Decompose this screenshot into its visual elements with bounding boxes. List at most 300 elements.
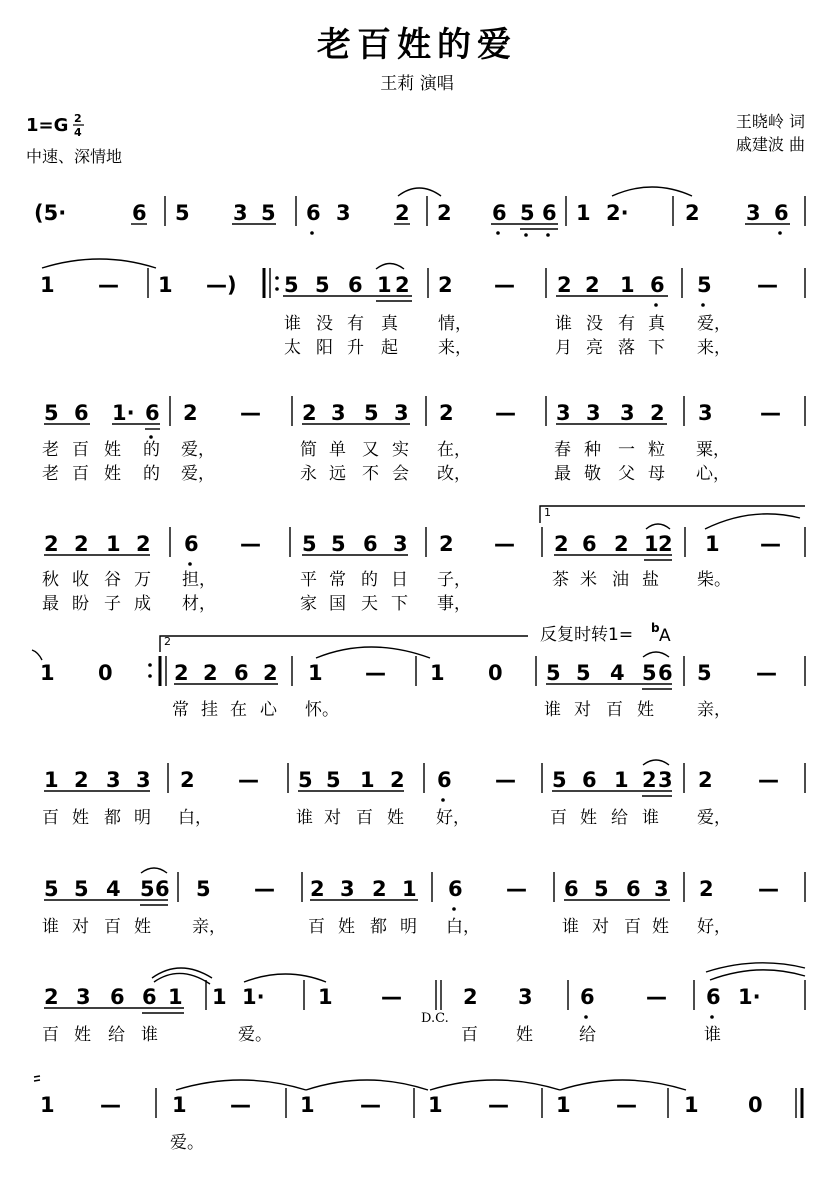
svg-text:5: 5	[520, 201, 535, 225]
svg-text:秋: 秋	[42, 570, 59, 590]
svg-text:2: 2	[263, 661, 278, 685]
svg-text:2: 2	[439, 401, 454, 425]
svg-text:3: 3	[394, 401, 409, 425]
svg-text:百: 百	[104, 917, 121, 937]
svg-text:2: 2	[650, 401, 665, 425]
svg-text:落: 落	[618, 338, 635, 358]
svg-text:1: 1	[40, 273, 55, 297]
svg-text:常: 常	[329, 570, 346, 590]
svg-text:0: 0	[98, 661, 113, 685]
svg-text:5: 5	[697, 661, 712, 685]
system-7-notes	[44, 877, 779, 911]
svg-text:—: —	[495, 768, 516, 792]
svg-text:1: 1	[576, 201, 591, 225]
svg-text:6: 6	[582, 532, 597, 556]
svg-text:2: 2	[698, 768, 713, 792]
svg-text:来，: 来，	[697, 338, 731, 358]
svg-text:谁: 谁	[42, 917, 59, 937]
svg-text:姓: 姓	[652, 917, 669, 937]
svg-text:百: 百	[72, 440, 89, 460]
svg-text:情，: 情，	[438, 314, 472, 334]
svg-text:百: 百	[42, 1025, 59, 1045]
svg-text:爱。: 爱。	[238, 1025, 272, 1045]
svg-text:白，: 白，	[446, 917, 480, 937]
svg-text:家: 家	[300, 594, 317, 614]
svg-text:日: 日	[391, 570, 408, 590]
svg-text:5: 5	[315, 273, 330, 297]
svg-text:2: 2	[437, 201, 452, 225]
svg-text:在: 在	[230, 700, 247, 720]
svg-text:1: 1	[172, 1093, 187, 1117]
svg-text:老: 老	[42, 464, 59, 484]
svg-text:1: 1	[428, 1093, 443, 1117]
svg-text:在，: 在，	[437, 440, 471, 460]
svg-text:谁: 谁	[562, 917, 579, 937]
svg-text:1: 1	[212, 985, 227, 1009]
svg-text:一: 一	[618, 440, 635, 460]
svg-text:5: 5	[302, 532, 317, 556]
time-numerator: 2	[74, 112, 82, 125]
svg-text:3: 3	[393, 532, 408, 556]
system-8	[44, 963, 805, 1013]
svg-text:—: —	[240, 401, 261, 425]
svg-text:—): —)	[206, 273, 237, 297]
svg-text:柴。: 柴。	[697, 570, 731, 590]
svg-text:太: 太	[284, 338, 301, 358]
svg-text:亮: 亮	[586, 338, 603, 358]
svg-text:心，: 心，	[696, 464, 730, 484]
svg-text:粒: 粒	[648, 440, 665, 460]
svg-text:—: —	[495, 401, 516, 425]
svg-text:—: —	[758, 877, 779, 901]
svg-text:子: 子	[104, 594, 121, 614]
svg-text:1·: 1·	[112, 401, 135, 425]
svg-text:5: 5	[175, 201, 190, 225]
singer-credit: 王莉 演唱	[380, 74, 454, 94]
svg-text:白，: 白，	[178, 808, 212, 828]
svg-text:3: 3	[620, 401, 635, 425]
svg-text:有: 有	[347, 314, 364, 334]
svg-text:2: 2	[44, 985, 59, 1009]
svg-text:5: 5	[642, 661, 657, 685]
svg-text:天: 天	[361, 594, 378, 614]
svg-text:2: 2	[395, 273, 410, 297]
svg-text:3: 3	[654, 877, 669, 901]
svg-text:—: —	[760, 532, 781, 556]
repeat-key-note: A	[659, 626, 671, 646]
svg-text:对: 对	[592, 917, 609, 937]
svg-text:来，: 来，	[438, 338, 472, 358]
svg-text:永: 永	[300, 464, 317, 484]
svg-text:1: 1	[44, 768, 59, 792]
svg-text:6: 6	[658, 661, 673, 685]
svg-text:5: 5	[697, 273, 712, 297]
svg-text:—: —	[381, 985, 402, 1009]
svg-text:怀。: 怀。	[305, 700, 339, 720]
repeat-key-flat: b	[651, 621, 660, 635]
svg-text:子，: 子，	[437, 570, 471, 590]
lyrics-row	[42, 440, 730, 484]
svg-text:3: 3	[556, 401, 571, 425]
system-4-notes	[44, 506, 781, 566]
svg-text:的: 的	[143, 440, 160, 460]
svg-text:5: 5	[364, 401, 379, 425]
svg-text:最: 最	[42, 594, 59, 614]
svg-text:给: 给	[108, 1025, 125, 1045]
svg-text:5: 5	[546, 661, 561, 685]
svg-text:5: 5	[140, 877, 155, 901]
svg-text:姓: 姓	[637, 700, 654, 720]
svg-text:国: 国	[329, 594, 346, 614]
svg-text:2: 2	[554, 532, 569, 556]
svg-text:都: 都	[104, 808, 121, 828]
svg-text:—: —	[488, 1093, 509, 1117]
svg-text:挂: 挂	[201, 700, 218, 720]
svg-text:1: 1	[644, 532, 659, 556]
svg-text:2: 2	[438, 273, 453, 297]
svg-text:2: 2	[439, 532, 454, 556]
svg-text:3: 3	[336, 201, 351, 225]
svg-text:百: 百	[461, 1025, 478, 1045]
svg-text:老: 老	[42, 440, 59, 460]
svg-text:会: 会	[392, 464, 409, 484]
svg-text:春: 春	[554, 440, 571, 460]
svg-text:6: 6	[582, 768, 597, 792]
svg-text:给: 给	[611, 808, 628, 828]
svg-text:6: 6	[155, 877, 170, 901]
svg-text:6: 6	[580, 985, 595, 1009]
system-4	[44, 506, 805, 560]
svg-text:有: 有	[618, 314, 635, 334]
svg-text:2: 2	[395, 201, 410, 225]
svg-text:3: 3	[746, 201, 761, 225]
svg-text:不: 不	[362, 464, 379, 484]
svg-text:姓: 姓	[387, 808, 404, 828]
svg-text:好，: 好，	[436, 808, 470, 828]
svg-text:爱，: 爱，	[697, 314, 731, 334]
svg-text:1: 1	[614, 768, 629, 792]
svg-text:2: 2	[463, 985, 478, 1009]
svg-text:1: 1	[430, 661, 445, 685]
svg-text:—: —	[506, 877, 527, 901]
svg-text:谷: 谷	[104, 570, 121, 590]
svg-text:1: 1	[158, 273, 173, 297]
svg-text:5: 5	[196, 877, 211, 901]
svg-text:—: —	[758, 768, 779, 792]
system-9-notes	[40, 1093, 763, 1117]
svg-text:—: —	[494, 532, 515, 556]
svg-text:事，: 事，	[437, 594, 471, 614]
svg-text:没: 没	[586, 314, 603, 334]
svg-text:2: 2	[183, 401, 198, 425]
svg-text:对: 对	[574, 700, 591, 720]
svg-text:姓: 姓	[134, 917, 151, 937]
svg-text:3: 3	[340, 877, 355, 901]
svg-text:真: 真	[648, 314, 665, 334]
svg-text:爱。: 爱。	[170, 1133, 204, 1153]
svg-text:谁: 谁	[284, 314, 301, 334]
svg-text:—: —	[756, 661, 777, 685]
svg-text:—: —	[646, 985, 667, 1009]
svg-text:米: 米	[580, 570, 597, 590]
svg-text:5: 5	[331, 532, 346, 556]
lyrics-row	[42, 917, 731, 937]
svg-text:6: 6	[626, 877, 641, 901]
svg-text:—: —	[254, 877, 275, 901]
svg-text:谁: 谁	[642, 808, 659, 828]
svg-text:3: 3	[658, 768, 673, 792]
svg-text:2·: 2·	[606, 201, 629, 225]
svg-text:6: 6	[234, 661, 249, 685]
svg-text:6: 6	[348, 273, 363, 297]
svg-text:月: 月	[555, 338, 572, 358]
svg-text:收: 收	[72, 570, 89, 590]
svg-text:百: 百	[606, 700, 623, 720]
svg-text:2: 2	[642, 768, 657, 792]
svg-text:3: 3	[76, 985, 91, 1009]
svg-text:爱，: 爱，	[697, 808, 731, 828]
svg-text:1: 1	[705, 532, 720, 556]
volta-2-number: 2	[164, 635, 171, 648]
svg-text:1·: 1·	[738, 985, 761, 1009]
svg-text:姓: 姓	[74, 1025, 91, 1045]
svg-text:谁: 谁	[555, 314, 572, 334]
svg-text:1: 1	[106, 532, 121, 556]
svg-text:谁: 谁	[141, 1025, 158, 1045]
svg-text:百: 百	[42, 808, 59, 828]
svg-text:单: 单	[329, 440, 346, 460]
svg-text:1·: 1·	[242, 985, 265, 1009]
svg-text:2: 2	[203, 661, 218, 685]
svg-text:2: 2	[310, 877, 325, 901]
svg-text:盼: 盼	[72, 594, 89, 614]
svg-text:3: 3	[233, 201, 248, 225]
svg-text:3: 3	[586, 401, 601, 425]
svg-text:5: 5	[326, 768, 341, 792]
svg-text:5: 5	[261, 201, 276, 225]
svg-text:6: 6	[132, 201, 147, 225]
svg-text:1: 1	[620, 273, 635, 297]
svg-text:—: —	[100, 1093, 121, 1117]
svg-text:6: 6	[650, 273, 665, 297]
svg-text:(5·: (5·	[34, 201, 67, 225]
svg-text:1: 1	[360, 768, 375, 792]
svg-text:简: 简	[300, 440, 317, 460]
system-1-notes	[34, 201, 789, 237]
system-5-notes	[40, 621, 777, 685]
svg-text:6: 6	[774, 201, 789, 225]
svg-text:都: 都	[370, 917, 387, 937]
svg-text:万: 万	[134, 570, 151, 590]
svg-text:2: 2	[180, 768, 195, 792]
svg-text:茶: 茶	[552, 570, 569, 590]
svg-text:—: —	[230, 1093, 251, 1117]
svg-text:—: —	[365, 661, 386, 685]
svg-text:2: 2	[174, 661, 189, 685]
svg-text:亲，: 亲，	[192, 917, 226, 937]
svg-text:5: 5	[74, 877, 89, 901]
svg-text:平: 平	[300, 570, 317, 590]
lyrics-row	[42, 1025, 721, 1045]
svg-text:姓: 姓	[580, 808, 597, 828]
svg-text:—: —	[360, 1093, 381, 1117]
system-6-notes	[44, 768, 779, 802]
svg-text:材，: 材，	[182, 594, 216, 614]
svg-text:3: 3	[698, 401, 713, 425]
svg-text:百: 百	[550, 808, 567, 828]
svg-text:6: 6	[437, 768, 452, 792]
svg-text:谁: 谁	[296, 808, 313, 828]
svg-text:1: 1	[377, 273, 392, 297]
song-title: 老百姓的爱	[317, 25, 517, 65]
svg-text:2: 2	[614, 532, 629, 556]
svg-text:—: —	[760, 401, 781, 425]
svg-text:—: —	[238, 768, 259, 792]
svg-text:谁: 谁	[544, 700, 561, 720]
svg-text:的: 的	[143, 464, 160, 484]
svg-text:没: 没	[316, 314, 333, 334]
svg-text:6: 6	[363, 532, 378, 556]
svg-text:2: 2	[136, 532, 151, 556]
svg-text:谁: 谁	[704, 1025, 721, 1045]
svg-text:2: 2	[372, 877, 387, 901]
svg-text:的: 的	[361, 570, 378, 590]
svg-text:5: 5	[298, 768, 313, 792]
svg-text:远: 远	[329, 464, 346, 484]
svg-text:4: 4	[106, 877, 121, 901]
svg-text:1: 1	[40, 661, 55, 685]
svg-text:改，: 改，	[437, 464, 471, 484]
svg-text:—: —	[757, 273, 778, 297]
svg-text:1: 1	[684, 1093, 699, 1117]
svg-text:1: 1	[402, 877, 417, 901]
svg-text:阳: 阳	[316, 338, 333, 358]
svg-text:明: 明	[400, 917, 417, 937]
svg-text:2: 2	[74, 532, 89, 556]
svg-text:2: 2	[585, 273, 600, 297]
svg-text:爱，: 爱，	[181, 440, 215, 460]
svg-text:对: 对	[324, 808, 341, 828]
svg-text:敬: 敬	[584, 464, 601, 484]
svg-text:成: 成	[134, 594, 151, 614]
key-signature	[26, 112, 84, 139]
svg-text:父: 父	[618, 464, 635, 484]
svg-text:对: 对	[72, 917, 89, 937]
svg-text:亲，: 亲，	[697, 700, 731, 720]
svg-text:6: 6	[306, 201, 321, 225]
time-denominator: 4	[74, 126, 82, 139]
svg-text:6: 6	[184, 532, 199, 556]
lyricist-credit: 王晓岭 词	[735, 112, 805, 131]
svg-text:1: 1	[40, 1093, 55, 1117]
svg-text:5: 5	[284, 273, 299, 297]
svg-text:3: 3	[518, 985, 533, 1009]
system-3-notes	[44, 401, 781, 439]
svg-text:1: 1	[556, 1093, 571, 1117]
svg-text:6: 6	[448, 877, 463, 901]
svg-text:百: 百	[624, 917, 641, 937]
svg-text:起: 起	[381, 338, 398, 358]
svg-text:升: 升	[347, 338, 364, 358]
volta-1-number: 1	[544, 506, 551, 519]
svg-text:种: 种	[584, 440, 601, 460]
svg-text:2: 2	[685, 201, 700, 225]
svg-text:又: 又	[362, 440, 379, 460]
svg-text:姓: 姓	[104, 464, 121, 484]
svg-text:1: 1	[300, 1093, 315, 1117]
svg-text:3: 3	[106, 768, 121, 792]
svg-text:2: 2	[658, 532, 673, 556]
svg-text:担，: 担，	[182, 570, 216, 590]
svg-text:爱，: 爱，	[181, 464, 215, 484]
svg-text:3: 3	[331, 401, 346, 425]
svg-text:姓: 姓	[104, 440, 121, 460]
svg-text:5: 5	[552, 768, 567, 792]
system-5	[32, 636, 805, 689]
svg-text:2: 2	[302, 401, 317, 425]
svg-text:实: 实	[392, 440, 409, 460]
svg-text:真: 真	[381, 314, 398, 334]
svg-text:明: 明	[134, 808, 151, 828]
dc-marking: D.C.	[421, 1011, 449, 1026]
svg-text:母: 母	[648, 464, 665, 484]
svg-text:0: 0	[488, 661, 503, 685]
repeat-key-change: 反复时转1=	[540, 625, 634, 645]
svg-text:6: 6	[145, 401, 160, 425]
svg-text:—: —	[240, 532, 261, 556]
svg-text:3: 3	[136, 768, 151, 792]
system-6	[44, 760, 805, 796]
svg-text:6: 6	[142, 985, 157, 1009]
svg-text:5: 5	[44, 401, 59, 425]
key-label: 1=G	[26, 115, 69, 136]
svg-text:给: 给	[579, 1025, 596, 1045]
svg-text:2: 2	[557, 273, 572, 297]
svg-text:—: —	[98, 273, 119, 297]
svg-text:下: 下	[648, 338, 665, 358]
svg-text:2: 2	[699, 877, 714, 901]
system-2	[42, 259, 805, 301]
system-2-notes	[40, 273, 778, 307]
svg-text:油: 油	[612, 570, 629, 590]
svg-text:—: —	[616, 1093, 637, 1117]
svg-text:姓: 姓	[516, 1025, 533, 1045]
svg-text:6: 6	[706, 985, 721, 1009]
system-8-notes	[44, 985, 761, 1026]
svg-text:6: 6	[564, 877, 579, 901]
svg-text:心: 心	[260, 700, 277, 720]
svg-text:1: 1	[308, 661, 323, 685]
lyrics-row	[42, 570, 731, 614]
svg-text:盐: 盐	[642, 570, 659, 590]
svg-text:5: 5	[44, 877, 59, 901]
lyrics-row	[42, 808, 731, 828]
svg-text:姓: 姓	[72, 808, 89, 828]
svg-text:百: 百	[72, 464, 89, 484]
svg-text:最: 最	[554, 464, 571, 484]
svg-text:—: —	[494, 273, 515, 297]
svg-text:0: 0	[748, 1093, 763, 1117]
svg-text:5: 5	[576, 661, 591, 685]
svg-text:百: 百	[356, 808, 373, 828]
tempo-marking: 中速、深情地	[26, 147, 123, 166]
svg-text:5: 5	[594, 877, 609, 901]
lyrics-row	[170, 1133, 204, 1153]
svg-text:6: 6	[542, 201, 557, 225]
svg-text:2: 2	[390, 768, 405, 792]
svg-text:姓: 姓	[338, 917, 355, 937]
lyrics-row	[284, 314, 731, 358]
